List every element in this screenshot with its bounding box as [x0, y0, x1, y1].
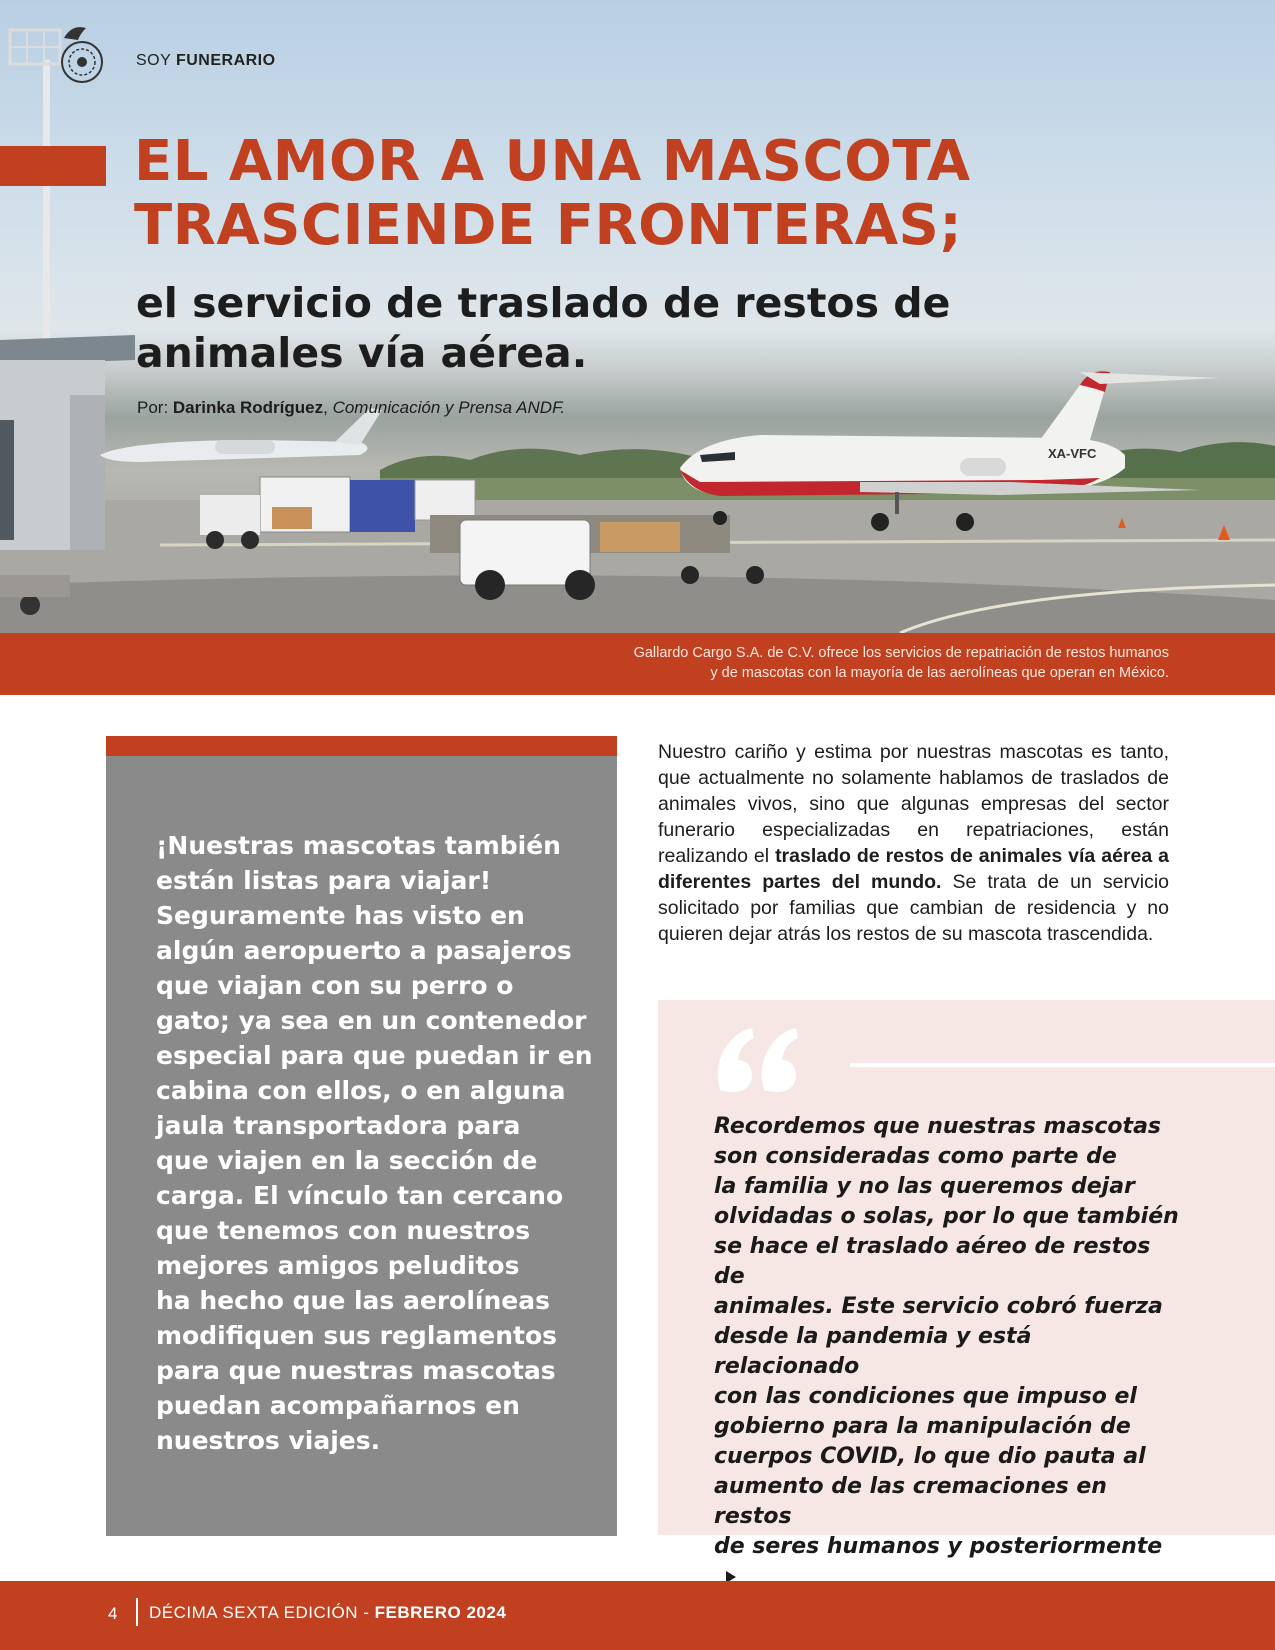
- plane-registration: XA-VFC: [1048, 446, 1097, 461]
- edition-label: [149, 1603, 506, 1623]
- body-text-start: Nuestro cariño y estima por nuestras mascotas es tanto, que actualmente no solamente hablamos de traslados de animales vivos, sino que algunas empresas del sector funerario especializadas en repatriaciones, están realizando el: [658, 741, 1169, 867]
- byline-prefix: Por:: [137, 398, 173, 417]
- lead-line: algún aeropuerto a pasajeros: [156, 936, 572, 965]
- lead-line: mejores amigos peluditos: [156, 1251, 520, 1280]
- lead-line: puedan acompañarnos en: [156, 1391, 520, 1420]
- caption-line-1: Gallardo Cargo S.A. de C.V. ofrece los servicios de repatriación de restos humanos: [633, 645, 1169, 661]
- andf-logo: [6, 12, 116, 92]
- title-accent-bar: [0, 146, 106, 186]
- quote-line: la familia y no las queremos dejar: [714, 1174, 1135, 1199]
- section-prefix: SOY: [136, 52, 171, 69]
- lead-box: [106, 736, 617, 1536]
- quote-line: Recordemos que nuestras mascotas: [714, 1114, 1162, 1139]
- lead-line: jaula transportadora para: [156, 1111, 521, 1140]
- lead-line: cabina con ellos, o en alguna: [156, 1076, 566, 1105]
- quotation-mark-icon: [712, 1020, 812, 1100]
- lead-line: están listas para viajar!: [156, 866, 492, 895]
- lead-line: modifiquen sus reglamentos: [156, 1321, 558, 1350]
- section-name: FUNERARIO: [175, 52, 276, 69]
- lead-line: para que nuestras mascotas: [156, 1356, 556, 1385]
- quote-line: olvidadas o solas, por lo que también: [714, 1204, 1179, 1229]
- quote-line: cuerpos COVID, lo que dio pauta al: [714, 1444, 1146, 1469]
- hero-photo: [0, 0, 1275, 633]
- footer-divider: [136, 1598, 138, 1626]
- edition-separator: -: [358, 1603, 375, 1622]
- lead-line: gato; ya sea en un contenedor: [156, 1006, 587, 1035]
- quote-line: gobierno para la manipulación de: [714, 1414, 1131, 1439]
- quote-line: aumento de las cremaciones en restos: [714, 1474, 1107, 1529]
- lead-line: carga. El vínculo tan cercano: [156, 1181, 564, 1210]
- lead-text: [156, 828, 596, 1458]
- author-name: Darinka Rodríguez: [172, 398, 324, 417]
- pull-quote: [658, 1000, 1275, 1559]
- article-title: [134, 130, 1254, 258]
- lead-box-accent-bar: [106, 736, 617, 756]
- article-subtitle: [136, 278, 1136, 378]
- quote-line: desde la pandemia y está relacionado: [714, 1324, 1032, 1379]
- lead-line: especial para que puedan ir en: [156, 1041, 593, 1070]
- lead-line: nuestros viajes.: [156, 1426, 381, 1455]
- quote-line: animales. Este servicio cobró fuerza: [714, 1294, 1163, 1319]
- photo-caption-band: [0, 633, 1275, 695]
- body-paragraph: [658, 739, 1169, 947]
- quote-text: [714, 1112, 1184, 1592]
- lead-line: Seguramente has visto en: [156, 901, 525, 930]
- quote-line: con las condiciones que impuso el: [714, 1384, 1137, 1409]
- quote-line: son consideradas como parte de: [714, 1144, 1117, 1169]
- page-number: 4: [108, 1604, 118, 1623]
- quote-line: se hace el traslado aéreo de restos de: [714, 1234, 1151, 1289]
- quote-line: de seres humanos y posteriormente: [714, 1534, 1163, 1559]
- lead-line: que viajan con su perro o: [156, 971, 514, 1000]
- lead-line: que tenemos con nuestros: [156, 1216, 531, 1245]
- author-affiliation: Comunicación y Prensa ANDF.: [332, 398, 565, 417]
- quote-rule: [850, 1063, 1275, 1067]
- author-separator: ,: [323, 398, 333, 417]
- byline: [137, 398, 565, 418]
- body-text-highlight: traslado de restos de animales vía aérea a diferentes partes del mundo.: [658, 845, 1169, 893]
- lead-line: que viajen en la sección de: [156, 1146, 538, 1175]
- subtitle-line-1: el servicio de traslado de restos de: [136, 279, 951, 327]
- subtitle-line-2: animales vía aérea.: [136, 329, 588, 377]
- edition-date: FEBRERO 2024: [374, 1603, 507, 1622]
- edition-name: DÉCIMA SEXTA EDICIÓN: [149, 1603, 359, 1622]
- caption-line-2: y de mascotas con la mayoría de las aerolíneas que operan en México.: [710, 665, 1169, 681]
- title-line-2: TRASCIENDE FRONTERAS;: [134, 193, 963, 258]
- title-line-1: EL AMOR A UNA MASCOTA: [134, 129, 971, 194]
- photo-caption: [469, 643, 1169, 683]
- lead-line: ha hecho que las aerolíneas: [156, 1286, 550, 1315]
- lead-line: ¡Nuestras mascotas también: [156, 831, 561, 860]
- page-footer: [0, 1581, 1275, 1650]
- section-label: [136, 52, 276, 70]
- body-text-end: Se trata de un servicio solicitado por familias que cambian de residencia y no quieren dejar atrás los restos de su mascota trascendida.: [658, 871, 1169, 945]
